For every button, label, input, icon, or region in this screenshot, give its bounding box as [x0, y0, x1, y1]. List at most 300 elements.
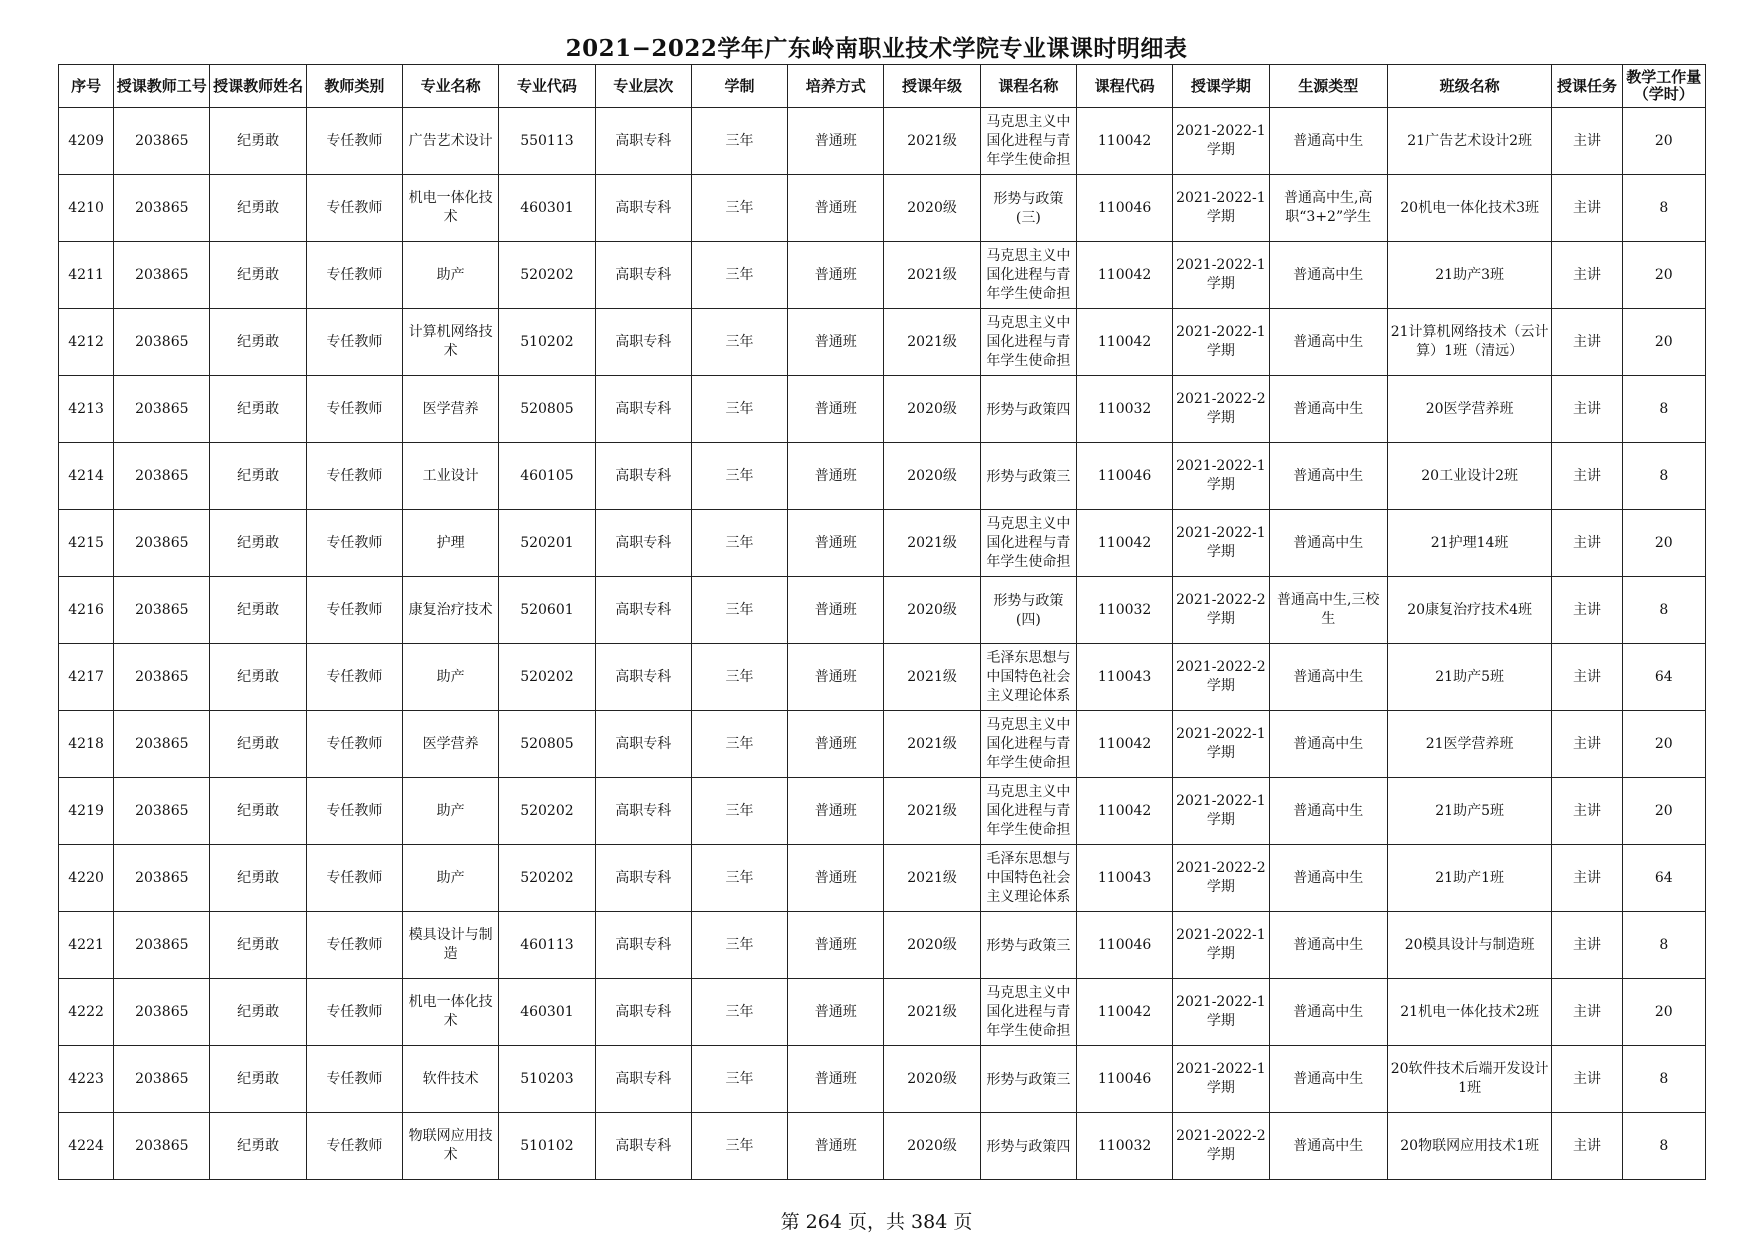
table-cell: 高职专科: [595, 108, 691, 175]
table-cell: 8: [1622, 1113, 1705, 1180]
column-header: 班级名称: [1387, 65, 1551, 108]
table-cell: 2021-2022-1学期: [1173, 912, 1269, 979]
table-cell: 460113: [499, 912, 595, 979]
table-cell: 三年: [691, 108, 787, 175]
table-cell: 203865: [114, 845, 210, 912]
table-cell: 专任教师: [306, 577, 402, 644]
table-cell: 64: [1622, 845, 1705, 912]
table-cell: 专任教师: [306, 711, 402, 778]
table-cell: [980, 108, 1076, 175]
table-cell: 专任教师: [306, 778, 402, 845]
table-cell: 2021-2022-2学期: [1173, 1113, 1269, 1180]
table-cell: 高职专科: [595, 979, 691, 1046]
table-cell: 三年: [691, 1046, 787, 1113]
table-cell: 2021-2022-1学期: [1173, 309, 1269, 376]
table-cell: [980, 1113, 1076, 1180]
table-cell: 普通班: [788, 443, 884, 510]
table-cell: 主讲: [1552, 778, 1622, 845]
page-title: 2021−2022学年广东岭南职业技术学院专业课课时明细表: [565, 35, 1188, 62]
table-cell: 520201: [499, 510, 595, 577]
table-cell: 64: [1622, 644, 1705, 711]
table-cell: 2021级: [884, 242, 980, 309]
table-cell: 8: [1622, 443, 1705, 510]
table-cell: 110042: [1076, 309, 1172, 376]
table-cell: 203865: [114, 1046, 210, 1113]
table-cell: 110042: [1076, 510, 1172, 577]
table-cell: 高职专科: [595, 309, 691, 376]
table-cell: 2021-2022-2学期: [1173, 376, 1269, 443]
course-hours-table: [58, 64, 1706, 1180]
table-cell: 康复治疗技术: [403, 577, 499, 644]
table-cell: 专任教师: [306, 979, 402, 1046]
table-cell: 普通班: [788, 577, 884, 644]
table-cell: 21计算机网络技术（云计算）1班（清远）: [1387, 309, 1551, 376]
table-cell: 纪勇敢: [210, 577, 306, 644]
table-cell: 110032: [1076, 376, 1172, 443]
table-cell: 主讲: [1552, 912, 1622, 979]
table-cell: 203865: [114, 644, 210, 711]
table-cell: 高职专科: [595, 711, 691, 778]
course-name-text: 形势与政策(三): [993, 191, 1064, 226]
table-cell: 主讲: [1552, 644, 1622, 711]
table-row: [59, 443, 1706, 510]
table-cell: 520805: [499, 711, 595, 778]
table-cell: 2021-2022-1学期: [1173, 979, 1269, 1046]
table-cell: 4212: [59, 309, 114, 376]
table-cell: 510203: [499, 1046, 595, 1113]
table-cell: [980, 1046, 1076, 1113]
table-row: [59, 711, 1706, 778]
table-cell: 2021-2022-1学期: [1173, 778, 1269, 845]
table-cell: 专任教师: [306, 845, 402, 912]
table-cell: 主讲: [1552, 1113, 1622, 1180]
table-cell: 模具设计与制造: [403, 912, 499, 979]
table-row: [59, 309, 1706, 376]
table-cell: 专任教师: [306, 309, 402, 376]
table-cell: 20: [1622, 711, 1705, 778]
table-cell: [980, 644, 1076, 711]
table-cell: 520202: [499, 845, 595, 912]
table-cell: 专任教师: [306, 108, 402, 175]
table-cell: [980, 912, 1076, 979]
table-cell: 专任教师: [306, 1113, 402, 1180]
table-cell: 软件技术: [403, 1046, 499, 1113]
table-cell: 普通班: [788, 845, 884, 912]
table-cell: 2021-2022-2学期: [1173, 644, 1269, 711]
table-cell: 普通高中生: [1269, 309, 1387, 376]
table-cell: 203865: [114, 912, 210, 979]
table-cell: 三年: [691, 1113, 787, 1180]
table-cell: 纪勇敢: [210, 510, 306, 577]
table-cell: 21助产5班: [1387, 644, 1551, 711]
course-name-text: 形势与政策四: [986, 1138, 1071, 1155]
table-cell: 110032: [1076, 1113, 1172, 1180]
table-cell: 高职专科: [595, 443, 691, 510]
table-cell: 纪勇敢: [210, 778, 306, 845]
table-cell: 主讲: [1552, 979, 1622, 1046]
table-cell: 2020级: [884, 912, 980, 979]
course-name-text: 马克思主义中国化进程与青年学生使命担: [986, 248, 1071, 302]
table-cell: 4223: [59, 1046, 114, 1113]
table-cell: 4214: [59, 443, 114, 510]
table-cell: 三年: [691, 778, 787, 845]
table-cell: 机电一体化技术: [403, 979, 499, 1046]
table-cell: 纪勇敢: [210, 242, 306, 309]
table-cell: 20工业设计2班: [1387, 443, 1551, 510]
table-cell: 普通班: [788, 108, 884, 175]
table-cell: 4211: [59, 242, 114, 309]
course-name-text: 形势与政策(四): [993, 593, 1064, 628]
table-cell: 普通班: [788, 175, 884, 242]
column-header: 专业名称: [403, 65, 499, 108]
table-row: [59, 108, 1706, 175]
table-cell: 203865: [114, 979, 210, 1046]
table-cell: 110043: [1076, 644, 1172, 711]
course-name-text: 形势与政策四: [986, 401, 1071, 418]
page-footer: 第 264 页，共 384 页: [780, 1211, 973, 1233]
table-cell: 2021-2022-1学期: [1173, 510, 1269, 577]
table-cell: 110046: [1076, 1046, 1172, 1113]
table-cell: 20: [1622, 778, 1705, 845]
table-cell: 普通高中生: [1269, 845, 1387, 912]
table-cell: 普通高中生: [1269, 376, 1387, 443]
course-name-text: 马克思主义中国化进程与青年学生使命担: [986, 114, 1071, 168]
table-cell: 护理: [403, 510, 499, 577]
course-name-text: 形势与政策三: [986, 1071, 1071, 1088]
table-cell: 460301: [499, 979, 595, 1046]
table-cell: 2021-2022-1学期: [1173, 108, 1269, 175]
table-cell: 203865: [114, 510, 210, 577]
table-cell: 203865: [114, 778, 210, 845]
table-cell: 纪勇敢: [210, 1113, 306, 1180]
table-cell: 高职专科: [595, 778, 691, 845]
table-cell: 专任教师: [306, 376, 402, 443]
course-name-text: 马克思主义中国化进程与青年学生使命担: [986, 516, 1071, 570]
table-cell: 20: [1622, 979, 1705, 1046]
table-cell: 20: [1622, 510, 1705, 577]
table-cell: 普通高中生: [1269, 912, 1387, 979]
table-cell: 510102: [499, 1113, 595, 1180]
table-cell: 普通高中生: [1269, 778, 1387, 845]
table-cell: 普通高中生: [1269, 1046, 1387, 1113]
table-cell: 普通高中生,三校生: [1269, 577, 1387, 644]
table-cell: 4216: [59, 577, 114, 644]
table-cell: 110046: [1076, 443, 1172, 510]
table-cell: 普通班: [788, 778, 884, 845]
table-cell: 专任教师: [306, 1046, 402, 1113]
table-cell: 20: [1622, 108, 1705, 175]
table-cell: 主讲: [1552, 577, 1622, 644]
table-cell: 520805: [499, 376, 595, 443]
table-cell: 工业设计: [403, 443, 499, 510]
table-cell: 21机电一体化技术2班: [1387, 979, 1551, 1046]
table-cell: 普通班: [788, 979, 884, 1046]
table-cell: 203865: [114, 1113, 210, 1180]
table-row: [59, 845, 1706, 912]
column-header: 授课任务: [1552, 65, 1622, 108]
table-cell: 三年: [691, 979, 787, 1046]
table-cell: 8: [1622, 175, 1705, 242]
table-cell: [980, 711, 1076, 778]
table-cell: 普通高中生: [1269, 242, 1387, 309]
table-cell: 物联网应用技术: [403, 1113, 499, 1180]
table-cell: 2021级: [884, 711, 980, 778]
table-cell: 高职专科: [595, 242, 691, 309]
table-row: [59, 1113, 1706, 1180]
table-cell: 助产: [403, 845, 499, 912]
table-cell: 普通班: [788, 644, 884, 711]
column-header: 授课学期: [1173, 65, 1269, 108]
table-cell: 高职专科: [595, 845, 691, 912]
column-header: 教师类别: [306, 65, 402, 108]
table-cell: 20机电一体化技术3班: [1387, 175, 1551, 242]
table-cell: 纪勇敢: [210, 108, 306, 175]
table-cell: 2020级: [884, 443, 980, 510]
table-cell: 110032: [1076, 577, 1172, 644]
table-cell: 普通班: [788, 242, 884, 309]
table-cell: 主讲: [1552, 376, 1622, 443]
table-cell: 21医学营养班: [1387, 711, 1551, 778]
table-cell: 203865: [114, 242, 210, 309]
table-cell: 4224: [59, 1113, 114, 1180]
column-header: 授课年级: [884, 65, 980, 108]
table-cell: 2020级: [884, 376, 980, 443]
column-header: 课程代码: [1076, 65, 1172, 108]
table-cell: [980, 376, 1076, 443]
table-cell: 主讲: [1552, 711, 1622, 778]
table-cell: 2021级: [884, 845, 980, 912]
column-header: 专业层次: [595, 65, 691, 108]
table-cell: [980, 510, 1076, 577]
course-name-text: 马克思主义中国化进程与青年学生使命担: [986, 985, 1071, 1039]
table-cell: 203865: [114, 309, 210, 376]
table-row: [59, 242, 1706, 309]
table-cell: 专任教师: [306, 443, 402, 510]
table-cell: 三年: [691, 376, 787, 443]
table-cell: 计算机网络技术: [403, 309, 499, 376]
table-cell: 纪勇敢: [210, 309, 306, 376]
table-cell: 三年: [691, 912, 787, 979]
table-row: [59, 912, 1706, 979]
table-cell: 专任教师: [306, 242, 402, 309]
table-cell: 20模具设计与制造班: [1387, 912, 1551, 979]
course-name-text: 毛泽东思想与中国特色社会主义理论体系: [986, 851, 1071, 905]
course-name-text: 形势与政策三: [986, 468, 1071, 485]
table-cell: 高职专科: [595, 577, 691, 644]
table-cell: 21助产5班: [1387, 778, 1551, 845]
course-name-text: 马克思主义中国化进程与青年学生使命担: [986, 784, 1071, 838]
table-cell: 三年: [691, 510, 787, 577]
table-cell: 纪勇敢: [210, 979, 306, 1046]
table-cell: 纪勇敢: [210, 175, 306, 242]
table-body: [59, 108, 1706, 1180]
table-cell: 2021级: [884, 778, 980, 845]
table-cell: 三年: [691, 644, 787, 711]
table-cell: 4215: [59, 510, 114, 577]
course-name-text: 马克思主义中国化进程与青年学生使命担: [986, 717, 1071, 771]
column-header: 课程名称: [980, 65, 1076, 108]
column-header: 学制: [691, 65, 787, 108]
table-cell: 普通高中生: [1269, 979, 1387, 1046]
table-cell: 110042: [1076, 711, 1172, 778]
table-cell: 8: [1622, 912, 1705, 979]
table-cell: 纪勇敢: [210, 912, 306, 979]
table-cell: 普通班: [788, 510, 884, 577]
table-row: [59, 979, 1706, 1046]
table-cell: 专任教师: [306, 912, 402, 979]
table-cell: 8: [1622, 1046, 1705, 1113]
table-cell: 三年: [691, 577, 787, 644]
table-cell: 2021级: [884, 309, 980, 376]
table-cell: 纪勇敢: [210, 711, 306, 778]
table-cell: 专任教师: [306, 175, 402, 242]
table-cell: [980, 242, 1076, 309]
table-cell: 20物联网应用技术1班: [1387, 1113, 1551, 1180]
table-cell: 550113: [499, 108, 595, 175]
table-cell: 203865: [114, 376, 210, 443]
column-header: 专业代码: [499, 65, 595, 108]
table-cell: 20软件技术后端开发设计1班: [1387, 1046, 1551, 1113]
table-cell: 普通高中生: [1269, 443, 1387, 510]
column-header: 授课教师工号: [114, 65, 210, 108]
table-cell: 4219: [59, 778, 114, 845]
table-cell: 203865: [114, 577, 210, 644]
table-cell: 医学营养: [403, 376, 499, 443]
table-cell: 主讲: [1552, 845, 1622, 912]
table-cell: 110042: [1076, 242, 1172, 309]
table-cell: 20医学营养班: [1387, 376, 1551, 443]
table-cell: [980, 778, 1076, 845]
table-cell: 8: [1622, 577, 1705, 644]
table-cell: 2021-2022-2学期: [1173, 577, 1269, 644]
table-cell: 2020级: [884, 175, 980, 242]
table-cell: 4220: [59, 845, 114, 912]
table-cell: 460105: [499, 443, 595, 510]
table-cell: 520202: [499, 242, 595, 309]
table-cell: 4222: [59, 979, 114, 1046]
course-name-text: 毛泽东思想与中国特色社会主义理论体系: [986, 650, 1071, 704]
table-cell: 纪勇敢: [210, 644, 306, 711]
table-cell: 2021-2022-1学期: [1173, 1046, 1269, 1113]
table-cell: 20: [1622, 309, 1705, 376]
table-cell: 110043: [1076, 845, 1172, 912]
table-cell: 主讲: [1552, 510, 1622, 577]
table-cell: 2020级: [884, 577, 980, 644]
table-cell: 110046: [1076, 175, 1172, 242]
table-cell: 520601: [499, 577, 595, 644]
table-cell: 4217: [59, 644, 114, 711]
column-header: 教学工作量（学时）: [1622, 65, 1705, 108]
table-cell: 4213: [59, 376, 114, 443]
table-cell: 203865: [114, 443, 210, 510]
table-cell: 普通班: [788, 711, 884, 778]
column-header: 生源类型: [1269, 65, 1387, 108]
table-cell: 4210: [59, 175, 114, 242]
table-cell: 高职专科: [595, 912, 691, 979]
table-cell: 普通班: [788, 1113, 884, 1180]
table-cell: 21广告艺术设计2班: [1387, 108, 1551, 175]
table-cell: 2021级: [884, 510, 980, 577]
table-cell: 主讲: [1552, 443, 1622, 510]
table-cell: 纪勇敢: [210, 845, 306, 912]
table-cell: 110042: [1076, 979, 1172, 1046]
table-cell: 2021-2022-1学期: [1173, 175, 1269, 242]
table-cell: [980, 845, 1076, 912]
table-cell: 高职专科: [595, 1046, 691, 1113]
table-cell: 2021-2022-2学期: [1173, 845, 1269, 912]
table-cell: 普通高中生: [1269, 644, 1387, 711]
table-cell: 2021级: [884, 644, 980, 711]
table-row: [59, 1046, 1706, 1113]
table-cell: 普通班: [788, 376, 884, 443]
table-cell: 110046: [1076, 912, 1172, 979]
table-cell: 普通高中生,高职“3+2”学生: [1269, 175, 1387, 242]
table-cell: 广告艺术设计: [403, 108, 499, 175]
table-cell: 三年: [691, 711, 787, 778]
table-cell: 203865: [114, 711, 210, 778]
table-cell: 高职专科: [595, 376, 691, 443]
table-cell: 主讲: [1552, 1046, 1622, 1113]
table-cell: 21助产3班: [1387, 242, 1551, 309]
table-cell: 2021级: [884, 979, 980, 1046]
table-cell: 2021-2022-1学期: [1173, 242, 1269, 309]
table-cell: 普通高中生: [1269, 108, 1387, 175]
table-cell: 纪勇敢: [210, 1046, 306, 1113]
table-cell: 203865: [114, 175, 210, 242]
table-cell: 20康复治疗技术4班: [1387, 577, 1551, 644]
table-cell: 普通高中生: [1269, 1113, 1387, 1180]
table-header-row: [59, 65, 1706, 108]
table-cell: 纪勇敢: [210, 443, 306, 510]
table-cell: 203865: [114, 108, 210, 175]
column-header: 授课教师姓名: [210, 65, 306, 108]
table-row: [59, 510, 1706, 577]
table-cell: 4218: [59, 711, 114, 778]
table-cell: 4209: [59, 108, 114, 175]
table-cell: 主讲: [1552, 108, 1622, 175]
table-cell: 520202: [499, 778, 595, 845]
table-cell: 专任教师: [306, 510, 402, 577]
table-cell: 机电一体化技术: [403, 175, 499, 242]
table-cell: 21助产1班: [1387, 845, 1551, 912]
course-name-text: 马克思主义中国化进程与青年学生使命担: [986, 315, 1071, 369]
table-cell: 助产: [403, 242, 499, 309]
table-cell: 主讲: [1552, 242, 1622, 309]
table-cell: 普通班: [788, 309, 884, 376]
table-cell: 三年: [691, 309, 787, 376]
table-cell: 主讲: [1552, 175, 1622, 242]
table-cell: 助产: [403, 778, 499, 845]
table-cell: 三年: [691, 175, 787, 242]
table-cell: 520202: [499, 644, 595, 711]
table-cell: 20: [1622, 242, 1705, 309]
table-cell: [980, 443, 1076, 510]
table-cell: 8: [1622, 376, 1705, 443]
table-cell: 纪勇敢: [210, 376, 306, 443]
table-cell: 三年: [691, 845, 787, 912]
table-cell: 2021级: [884, 108, 980, 175]
table-cell: 普通班: [788, 912, 884, 979]
table-row: [59, 644, 1706, 711]
table-cell: 2020级: [884, 1113, 980, 1180]
table-cell: 4221: [59, 912, 114, 979]
table-cell: [980, 577, 1076, 644]
column-header: 培养方式: [788, 65, 884, 108]
table-cell: 专任教师: [306, 644, 402, 711]
table-row: [59, 577, 1706, 644]
table-cell: [980, 175, 1076, 242]
table-cell: 110042: [1076, 108, 1172, 175]
